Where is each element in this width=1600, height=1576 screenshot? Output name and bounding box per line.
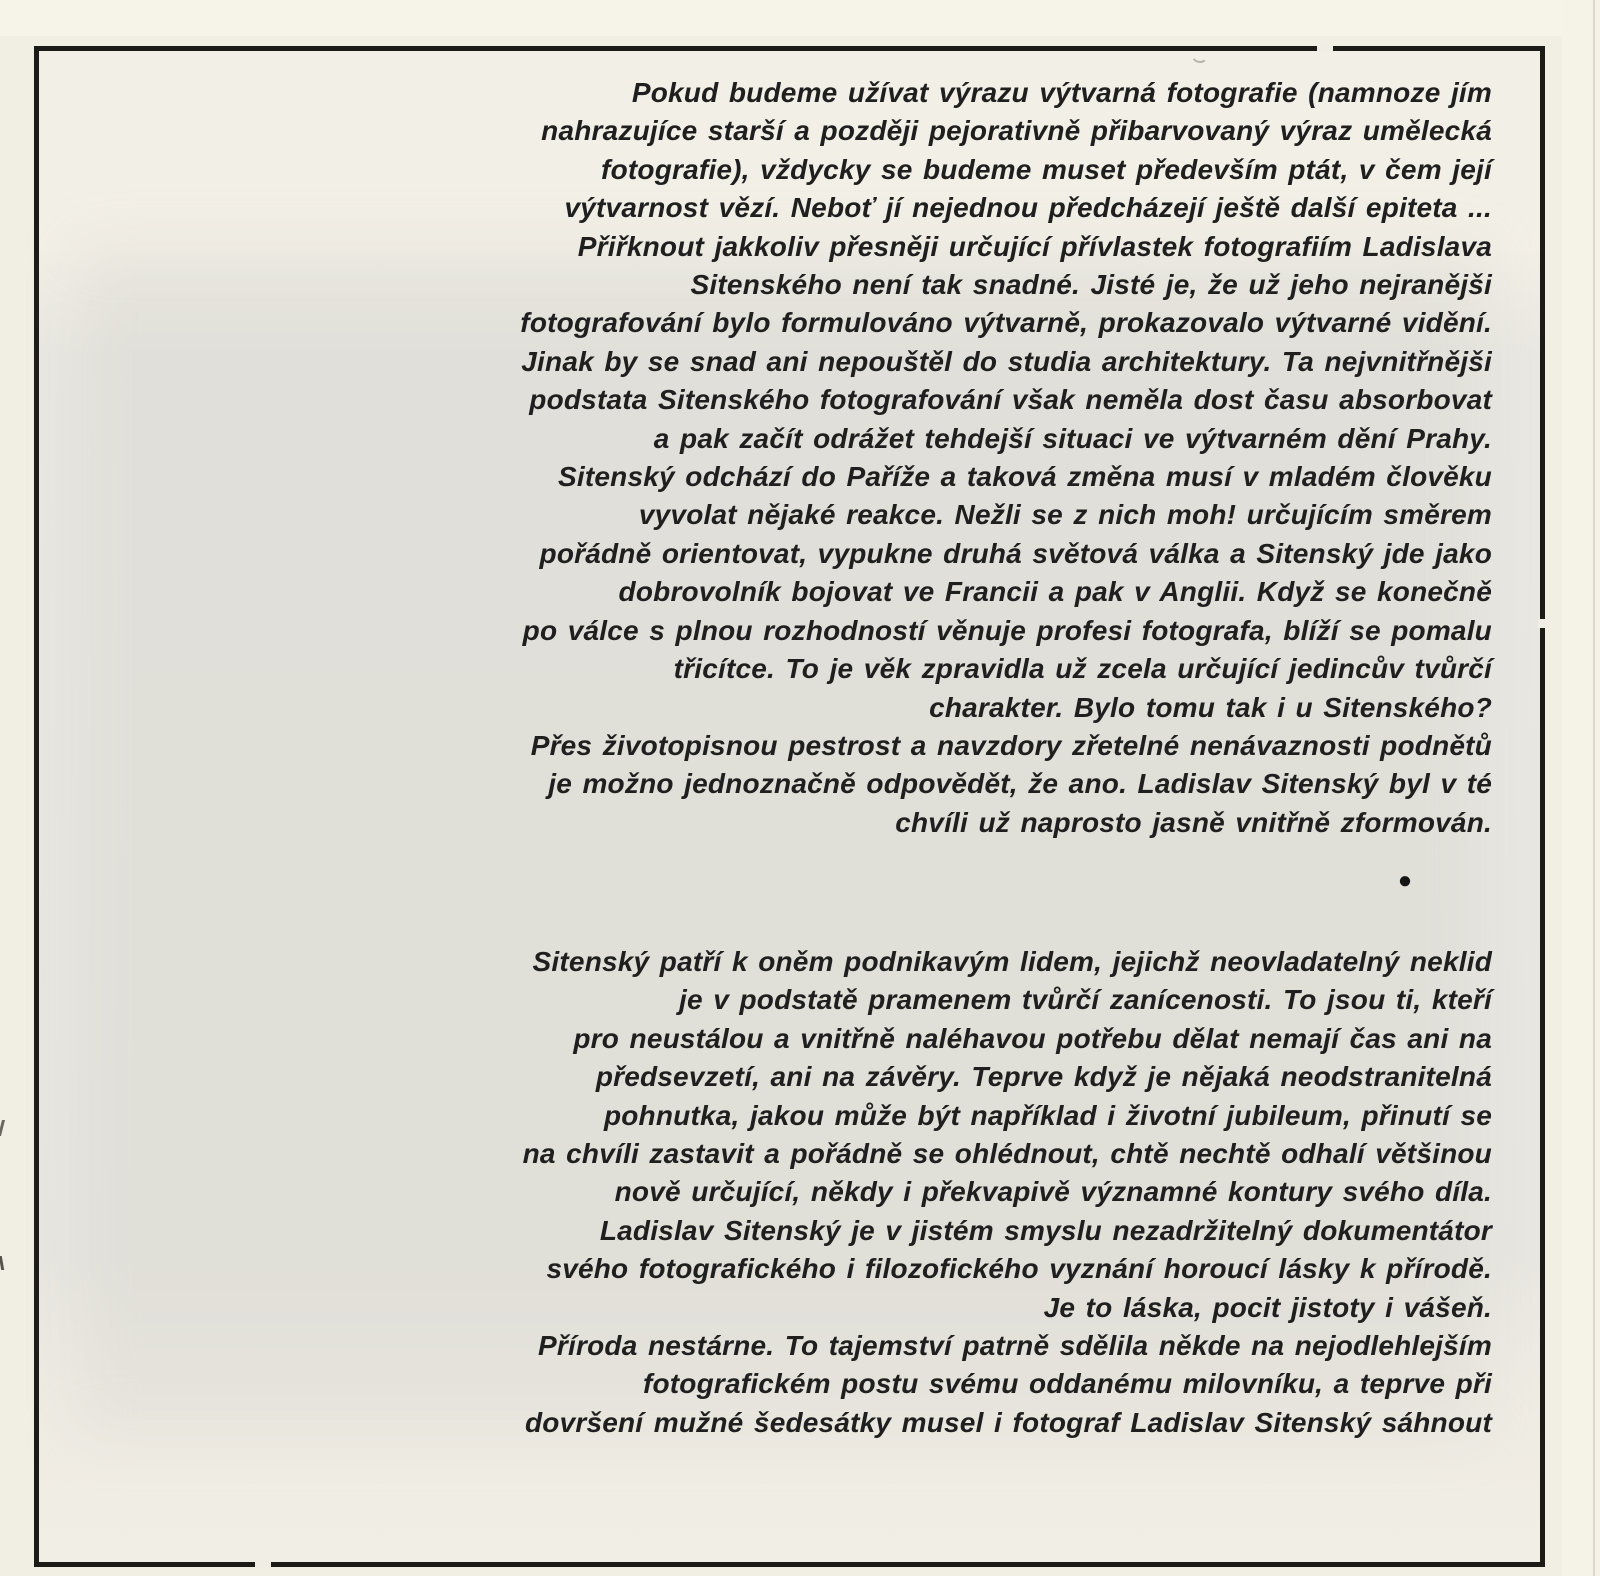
text-line: Jinak by se snad ani nepouštěl do studia architektury. Ta nejvnitřnějši [521, 345, 1492, 377]
text-line: Pokud budeme užívat výrazu výtvarná fotografie (namnoze jím [631, 77, 1492, 108]
section-separator-dot: ● [1397, 867, 1413, 894]
scan-edge-line [1593, 0, 1595, 1576]
text-line: je možno jednoznačně odpovědět, že ano. Ladislav Sitenský byl v té [548, 768, 1492, 800]
text-line: po válce s plnou rozhodností věnuje profesi fotografa, blíží se pomalu [522, 614, 1492, 646]
text-line: předsevzetí, ani na závěry. Teprve když je nějaká neodstranitelná [595, 1061, 1492, 1093]
scan-artifact-curve [1190, 44, 1210, 64]
text-line: fotografie), vždycky se budeme muset především ptát, v čem její [601, 153, 1492, 185]
text-line: Sitenský patří k oněm podnikavým lidem, jejichž neovladatelný neklid [532, 946, 1492, 977]
text-line: pohnutka, jakou může být například i životní jubileum, přinutí se [603, 1099, 1492, 1131]
frame-break-bottom [255, 1560, 271, 1568]
text-line: nově určující, někdy i překvapivě významné kontury svého díla. [614, 1176, 1492, 1208]
text-line: třicítce. To je věk zpravidla už zcela určující jedincův tvůrčí [673, 653, 1492, 685]
text-line: vyvolat nějaké reakce. Nežli se z nich moh! určujícím směrem [638, 499, 1492, 531]
text-line: dovršení mužné šedesátky musel i fotograf Ladislav Sitenský sáhnout [524, 1406, 1492, 1438]
text-line: výtvarnost vězí. Neboť jí nejednou předcházejí ještě další epiteta ... [564, 192, 1492, 224]
paragraph-block-1 [260, 74, 1492, 842]
text-line: pořádně orientovat, vypukne druhá světová válka a Sitenský jde jako [539, 537, 1492, 569]
text-line: pro neustálou a vnitřně naléhavou potřebu dělat nemají čas ani na [573, 1022, 1492, 1054]
text-line: chvíli už naprosto jasně vnitřně zformován. [895, 806, 1492, 838]
text-line: Ladislav Sitenský je v jistém smyslu nezadržitelný dokumentátor [599, 1214, 1492, 1246]
text-line: Sitenský odchází do Paříže a taková změna musí v mladém člověku [558, 461, 1492, 493]
text-line: svého fotografického i filozofického vyznání horoucí lásky k přírodě. [546, 1253, 1492, 1285]
text-line: dobrovolník bojovat ve Francii a pak v Anglii. Když se konečně [618, 576, 1492, 608]
paragraph-block-2 [260, 943, 1492, 1442]
text-line: nahrazujíce starší a později pejorativně přibarvovaný výraz umělecká [541, 115, 1492, 147]
frame-break-top [1317, 45, 1333, 53]
text-line: Je to láska, pocit jistoty i vášeň. [1043, 1291, 1492, 1323]
text-line: fotografickém postu svému oddanému milovníku, a teprve při [642, 1368, 1492, 1400]
text-line: Přes životopisnou pestrost a navzdory zřetelné nenávaznosti podnětů [530, 729, 1492, 761]
scan-artifact-left-upper [0, 1120, 5, 1136]
text-line: na chvíli zastavit a pořádně se ohlédnout, chtě nechtě odhalí většinou [522, 1138, 1492, 1170]
text-line: je v podstatě pramenem tvůrčí zanícenosti. To jsou ti, kteří [679, 984, 1492, 1016]
text-line: podstata Sitenského fotografování však neměla dost času absorbovat [529, 384, 1492, 416]
frame-break-right [1538, 619, 1546, 628]
text-line: fotografování bylo formulováno výtvarně, prokazovalo výtvarné vidění. [520, 307, 1492, 339]
text-line: Příroda nestárne. To tajemství patrně sdělila někde na nejodlehlejším [538, 1330, 1492, 1362]
paper-top-edge [0, 0, 1600, 36]
text-line: a pak začít odrážet tehdejší situaci ve výtvarném dění Prahy. [653, 422, 1492, 454]
text-line: charakter. Bylo tomu tak i u Sitenského? [929, 691, 1492, 723]
text-line: Přiřknout jakkoliv přesněji určující přívlastek fotografiím Ladislava [577, 230, 1492, 262]
text-line: Sitenského není tak snadné. Jisté je, že už jeho nejranějši [690, 269, 1492, 301]
scan-artifact-left-lower [0, 1256, 4, 1270]
